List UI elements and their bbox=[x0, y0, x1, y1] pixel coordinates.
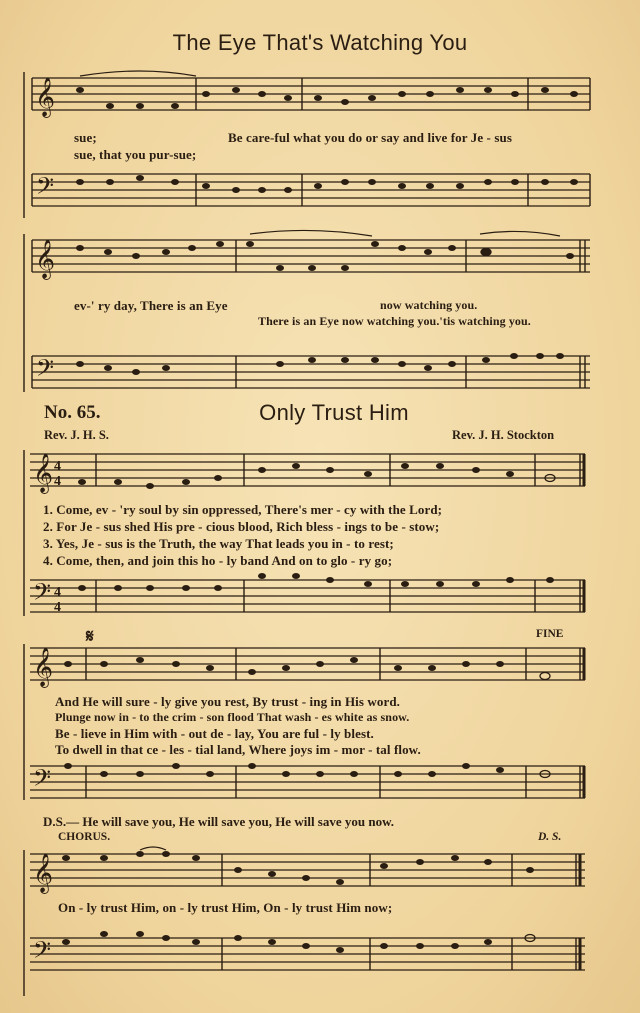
hymn-title: Only Trust Him bbox=[259, 400, 409, 425]
staff-bass-3 bbox=[0, 572, 640, 632]
staff-lines bbox=[32, 78, 590, 110]
staff-treble-2 bbox=[0, 232, 640, 302]
verse-4: 4. Come, then, and join this ho - ly band And on to glo - ry go; bbox=[43, 553, 393, 568]
svg-text:𝄢: 𝄢 bbox=[33, 578, 52, 611]
lyric-h1-s1-l1a: sue; bbox=[74, 130, 97, 145]
svg-text:𝄞: 𝄞 bbox=[35, 239, 56, 279]
svg-text:4: 4 bbox=[54, 600, 61, 615]
staff-treble-1 bbox=[0, 68, 640, 138]
verse-3: 3. Yes, Je - sus is the Truth, the way That leads you in - to rest; bbox=[43, 536, 394, 551]
lyric-h1-s2-l1b: now watching you. bbox=[380, 298, 478, 312]
staff-bass-1 bbox=[0, 168, 640, 228]
chorus-lyric: On - ly trust Him, on - ly trust Him, On - ly trust Him now; bbox=[58, 900, 393, 915]
svg-text:𝄢: 𝄢 bbox=[36, 354, 55, 387]
hymn-title: The Eye That's Watching You bbox=[172, 30, 468, 55]
svg-text:𝄢: 𝄢 bbox=[36, 172, 55, 205]
notes bbox=[76, 230, 574, 271]
notes bbox=[62, 847, 534, 885]
ds-mark: D. S. bbox=[538, 831, 562, 843]
chorus-label: CHORUS. bbox=[58, 831, 111, 843]
fine-label: FINE bbox=[536, 628, 564, 640]
svg-text:𝄞: 𝄞 bbox=[35, 77, 56, 117]
lyric-h1-s1-l1b: Be care-ful what you do or say and live for Je - sus bbox=[228, 130, 512, 145]
notes bbox=[76, 71, 578, 109]
svg-text:𝄢: 𝄢 bbox=[33, 764, 52, 797]
staff-treble-5 bbox=[0, 846, 640, 906]
staff-bass-5 bbox=[0, 930, 640, 990]
lyric-h1-s1-l2: sue, that you pur-sue; bbox=[74, 147, 197, 162]
svg-text:4: 4 bbox=[54, 585, 61, 600]
ds-lyric-line: D.S.— He will save you, He will save you, He will save you now. bbox=[43, 814, 395, 829]
refrain-2: Plunge now in - to the crim - son flood That wash - es white as snow. bbox=[55, 710, 410, 724]
svg-text:𝄞: 𝄞 bbox=[33, 853, 54, 893]
refrain-1: And He will sure - ly give you rest, By trust - ing in His word. bbox=[55, 694, 401, 709]
notes bbox=[64, 657, 550, 680]
segno-sign: 𝄋 bbox=[86, 626, 94, 646]
staff-bass-4 bbox=[0, 758, 640, 818]
svg-text:4: 4 bbox=[54, 459, 61, 474]
refrain-3: Be - lieve in Him with - out de - lay, You are ful - ly blest. bbox=[55, 726, 374, 741]
lyricist-credit: Rev. J. H. S. bbox=[44, 428, 109, 442]
staff-treble-3 bbox=[0, 446, 640, 506]
verse-2: 2. For Je - sus shed His pre - cious blood, Rich bless - ings to be - stow; bbox=[43, 519, 440, 534]
lyric-h1-s2-l2: There is an Eye now watching you.'tis watching you. bbox=[258, 314, 531, 328]
notes bbox=[62, 931, 535, 953]
svg-text:𝄞: 𝄞 bbox=[33, 453, 54, 493]
lyric-h1-s2-l1a: ev-' ry day, There is an Eye bbox=[74, 298, 228, 313]
svg-text:4: 4 bbox=[54, 474, 61, 489]
notes bbox=[64, 763, 550, 778]
verse-1: 1. Come, ev - 'ry soul by sin oppressed, There's mer - cy with the Lord; bbox=[43, 502, 443, 517]
notes bbox=[78, 463, 555, 489]
svg-text:𝄢: 𝄢 bbox=[33, 936, 52, 969]
refrain-4: To dwell in that ce - les - tial land, Where joys im - mor - tal flow. bbox=[55, 742, 421, 757]
composer-credit: Rev. J. H. Stockton bbox=[452, 428, 555, 442]
svg-text:𝄞: 𝄞 bbox=[33, 647, 54, 687]
hymn-number: No. 65. bbox=[44, 402, 101, 423]
